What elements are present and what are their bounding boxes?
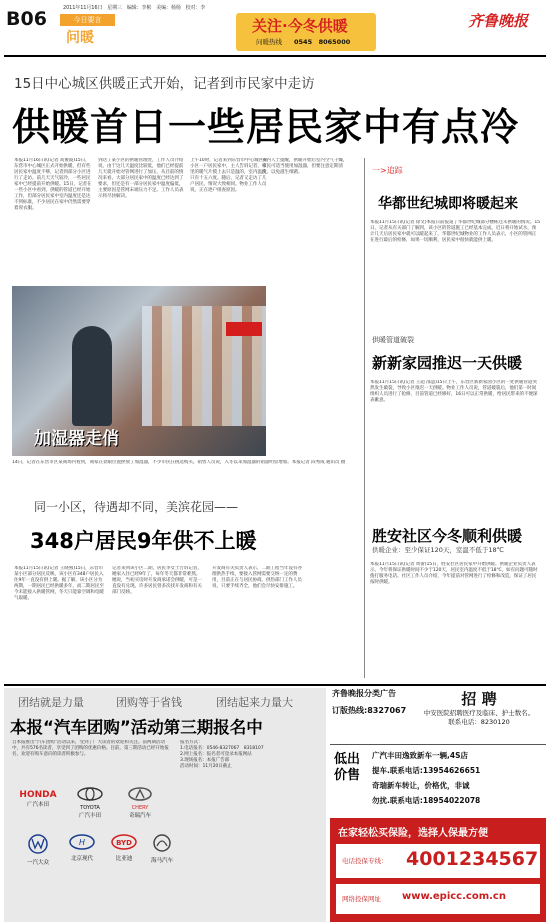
brand-label-chery: 奇瑞汽车 xyxy=(128,813,151,819)
masthead xyxy=(0,0,550,56)
classified-hotline-number: 订版热线:8327067 xyxy=(332,706,407,715)
insurance-web-url: www.epicc.com.cn xyxy=(402,891,506,902)
brand-chery xyxy=(116,786,164,819)
low-price-title: 低出价售 xyxy=(334,752,361,783)
banner-title: 关注·今冬供暖 xyxy=(252,17,348,35)
second-kicker: 同一小区，待遇却不同，美滨花园—— xyxy=(34,500,239,514)
toyota-wordmark: TOYOTA xyxy=(80,805,100,811)
brand-honda xyxy=(16,790,60,808)
second-col1-text: 本报11月15日讯(记者 王晓燕)15日，东营市某小区部分居民反映，该小区有348户居民入住9年一直没有供上暖。据了解，该小区分为两期，一期居民已经供暖多年，而二期居民至今未能接入供暖管网，冬天只能靠空调和电暖气取暖。 xyxy=(14,566,104,601)
brand-hyundai xyxy=(60,834,104,862)
photo-sign xyxy=(226,322,262,336)
story2-body xyxy=(370,380,540,490)
promo-headline: 本报“汽车团购”活动第三期报名中 xyxy=(10,718,263,737)
classified-hotline xyxy=(332,688,406,738)
chery-logo-icon xyxy=(127,787,153,801)
lead-col3-text: 上午10时，记者来到东营市中心城区某小区一户居民家中，主人告诉记者，家里的暖气片摸上去只是温的，室内温度只有十五六度。随后，记者又走访了几户居民，情况大致相同。物业工作人员说，正在逐户排查原因。 xyxy=(190,158,268,193)
car-promo xyxy=(4,688,326,922)
masthead-rule xyxy=(4,55,546,57)
story3-subtitle: 供暖企业：至少保证120天，室温不低于18℃ xyxy=(372,546,504,554)
insurance-headline: 在家轻松买保险，选择人保最方便 xyxy=(338,828,488,839)
second-column-1 xyxy=(14,566,106,674)
insurance-phone-label: 电话投保专线： xyxy=(342,857,388,865)
promo-slogan-1: 团结就是力量 xyxy=(18,696,84,709)
banner-hotline-label: 问暖热线 xyxy=(256,38,282,46)
svg-text:H: H xyxy=(78,838,86,847)
lead-headline: 供暖首日一些居民家中有点冷 xyxy=(12,105,520,149)
promo-slogan-2: 团购等于省钱 xyxy=(116,696,182,709)
second-column-2 xyxy=(112,566,204,674)
photo-person xyxy=(72,326,112,426)
vw-logo-icon xyxy=(28,834,48,854)
story2-title: 新新家园推迟一天供暖 xyxy=(372,354,523,372)
second-col2-text: 记者来到该小区二期，居民李女士告诉记者，她家入住已经9年了，每年冬天都非常难熬。她说，当初买房时开发商承诺会供暖，可是一直没有兑现。许多居民曾多次找开发商和有关部门反映。 xyxy=(112,566,202,595)
promo-top-rule xyxy=(4,684,546,686)
sidebar-section-label: 供暖管道破裂 xyxy=(372,336,414,344)
recruit-ad xyxy=(412,688,546,738)
insurance-phone-number: 4001234567 xyxy=(406,848,539,870)
recruit-text: 中安医院招聘医疗及临床、护士数名。 联系电话：8230120 xyxy=(423,709,535,726)
second-headline: 348户居民9年供不上暖 xyxy=(30,529,257,553)
second-col3-text: 开发商有关负责人表示，二期工程当年没有办理供热手续，要接入管网需要交纳一定的费用，目前正在与居民协商。供热部门工作人员说，只要手续齐全，他们会尽快安排施工。 xyxy=(212,566,302,589)
insurance-phone-box xyxy=(336,844,540,878)
promo-body-right-text: 报名方式： 1.电话报名：0546-8327067 8318107 2.网上报名：报名者可登录本报网站 3.现场报名：本报广告部 活动时间：11月20日截止 xyxy=(180,740,264,769)
brand-byd xyxy=(104,834,144,862)
byd-logo-icon xyxy=(111,834,137,850)
honda-logo-icon: HONDA xyxy=(19,790,57,800)
insurance-ad xyxy=(330,818,546,922)
chery-wordmark: CHERY xyxy=(131,805,149,811)
svg-text:BYD: BYD xyxy=(116,839,132,847)
story3-body xyxy=(370,562,540,674)
lead-column-4 xyxy=(262,158,350,270)
brand-label-haima: 海马汽车 xyxy=(150,858,173,864)
story1-body xyxy=(370,220,540,330)
heating-banner xyxy=(236,13,376,51)
photo-caption-big: 加湿器走俏 xyxy=(34,429,119,449)
promo-slogan-3: 团结起来力量大 xyxy=(216,696,293,709)
photo-caption-text: 14日，记者在东营市区某商场内看到，商家在显眼位置摆放了加湿器，不少市民在挑选购买。销售人员说，入冬以来加湿器的销量明显增加。本报记者 段秀成 通讯员 摄 xyxy=(12,460,346,465)
brand-label-hyundai: 北京现代 xyxy=(70,856,93,862)
promo-body-right xyxy=(180,740,320,915)
banner-hotline-number: 0545 8065000 xyxy=(294,38,351,46)
date-line: 2011年11月16日 星期三 编辑：李彬 美编：杨杨 校对：李 xyxy=(63,5,206,11)
story1-text: 本报11月15日讯(记者 徐文)本报日前报道了华都世纪城部分楼栋还未供暖的情况。15日，记者从有关部门了解到，该小区的管道施工已经基本完成，近日将开始试水，预计几天后居民家中就可以暖起来了。华都世纪城物业的工作人员表示，小区的管网正在进行最后的检修，如果一切顺利，居民家中很快就能供上暖。 xyxy=(370,220,540,243)
section-tag: 今日要言 xyxy=(60,14,115,26)
promo-body-left xyxy=(12,740,172,780)
brand-label-honda: 广汽本田 xyxy=(26,802,49,808)
lead-col2-text: 到达了某小区的供暖管理处，工作人员介绍说，由于这几天温度比较低，他们已经提前几天就开始对管网进行了加压，从目前的情况来看，大部分居民家中的温度已经达到了要求，但还是有一部分居民家中温度偏低，主要原因是管网末端压力不足。工作人员表示将尽快解决。 xyxy=(98,158,184,199)
brand-toyota xyxy=(66,786,114,819)
classified-rule xyxy=(330,744,546,745)
lead-col1-text: 本报11月16日讯(记者 高俊波)15日，东营市中心城区正式开始供暖，但有些居民家中温度不够，记者到部分小区进行了走访。前几天天气较冷，一些居民家中已经提前开始供暖。15日，记者在一些小区中看到，供暖的管道已经开始工作，但部分居民家中室内温度还是达不到标准，不少居民在家中仍然需要穿着厚衣服。 xyxy=(14,158,92,211)
lead-column-3 xyxy=(190,158,270,270)
page-number: B06 xyxy=(6,8,47,30)
lead-column-2 xyxy=(98,158,186,270)
lead-more-text: 业内人士提醒，供暖开始后室内空气干燥，市民可适当使用加湿器，但要注意定期清洗，以免滋生细菌。 xyxy=(262,158,348,175)
hyundai-logo-icon xyxy=(69,834,95,850)
brand-label-vw: 一汽大众 xyxy=(26,860,49,866)
paper-name: 齐鲁晚报 xyxy=(468,12,529,30)
low-price-text: 广汽丰田逸致新车一辆,4S店 提车.联系电话:13954626651 奇瑞新车转让，价格优，非诚 勿扰.联系电话:18954022078 xyxy=(372,751,481,805)
story1-title: 华都世纪城即将暖起来 xyxy=(378,196,518,212)
photo-caption xyxy=(12,460,362,480)
brand-vw xyxy=(16,834,60,866)
toyota-logo-icon xyxy=(76,787,104,801)
brand-label-toyota: 广汽丰田 xyxy=(78,813,101,819)
second-column-3 xyxy=(212,566,302,674)
brand-label-byd: 比亚迪 xyxy=(115,856,133,862)
story3-text: 本报11月15日讯(记者 周蕾)15日，胜安社区居民家中开始供暖。供暖企业负责人表示，今年将保证供暖时间不少于120天，居民室内温度不低于18℃，如有问题可随时拨打服务电话。社区工作人员介绍，今年提前对管网进行了检修和改造，保证了居民按时供暖。 xyxy=(370,562,538,585)
story3-title: 胜安社区今冬顺利供暖 xyxy=(372,527,523,545)
humidifier-photo xyxy=(12,286,266,456)
classified-hotline-title: 齐鲁晚报分类广告 xyxy=(332,689,396,698)
insurance-web-box xyxy=(336,884,540,914)
promo-body-left-text: 自本报推出“汽车团购”活动以来，受到了广大读者的欢迎和关注。前两期活动中，共有576名读者，享受到了团购的优惠价格。目前，第三期活动已经开始报名，欢迎有购车意向的读者积极参与。 xyxy=(12,740,169,757)
haima-logo-icon xyxy=(152,834,172,852)
recruit-title: 招 聘 xyxy=(461,690,497,708)
lead-column-1 xyxy=(14,158,92,270)
insurance-web-label: 网络投保网址 xyxy=(342,895,381,903)
lead-kicker: 15日中心城区供暖正式开始，记者到市民家中走访 xyxy=(14,76,315,92)
section-name: 问暖 xyxy=(66,30,94,46)
sidebar-tag: 一>追踪 xyxy=(372,166,403,175)
story2-text: 本报11月15日讯(记者 王超 邵慧)15日上午，东营区新新家园小区的一处供暖管道突然发生破裂，导致小区推迟一天供暖。物业工作人员说，管道破裂后，他们第一时间组织人员进行了抢修，目前管道已经修好，16日可以正常供暖，给居民带来的不便深表歉意。 xyxy=(370,380,538,403)
sidebar-divider xyxy=(364,158,365,678)
brand-haima xyxy=(144,834,180,864)
